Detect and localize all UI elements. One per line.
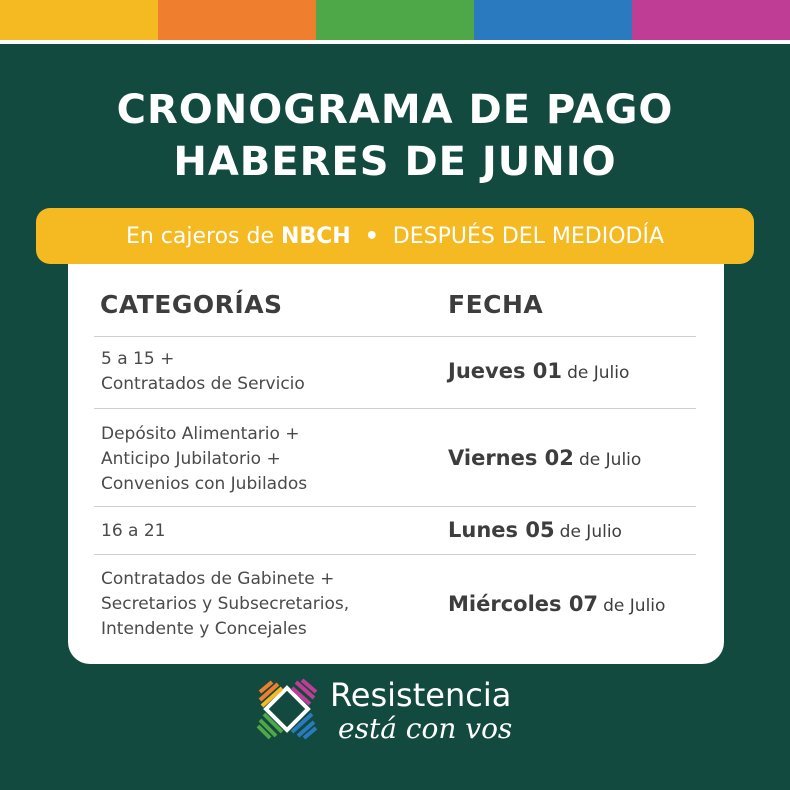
row-date (448, 446, 641, 470)
date-month: de Julio (603, 596, 666, 616)
date-day: Lunes 05 (448, 518, 555, 542)
row-category (101, 519, 166, 544)
table-row (94, 506, 696, 555)
category-line: Convenios con Jubilados (101, 474, 308, 494)
date-month: de Julio (559, 522, 622, 542)
brand-tagline: está con vos (338, 712, 513, 745)
row-category (101, 422, 307, 497)
color-stripes (0, 0, 790, 40)
date-month: de Julio (579, 450, 642, 470)
category-line: Secretarios y Subsecretarios, (101, 594, 350, 614)
banner-prefix: En cajeros de (125, 223, 281, 249)
row-category (101, 567, 349, 642)
category-line: Contratados de Servicio (101, 374, 305, 394)
category-line: Intendente y Concejales (101, 619, 307, 639)
diamond-stripes-logo-icon (256, 678, 318, 740)
category-line: Depósito Alimentario + (101, 424, 300, 444)
schedule-table (68, 240, 724, 664)
banner-timing: DESPUÉS DEL MEDIODÍA (392, 223, 665, 249)
resistencia-logo (256, 676, 546, 746)
row-date (448, 592, 665, 616)
header-categories: CATEGORÍAS (100, 290, 283, 319)
banner-bank: NBCH (280, 223, 351, 249)
stripe-yellow (0, 0, 158, 40)
stripe-green (316, 0, 474, 40)
date-month: de Julio (567, 363, 630, 383)
category-line: 16 a 21 (101, 521, 166, 541)
stripe-orange (158, 0, 316, 40)
date-day: Jueves 01 (448, 359, 562, 383)
stripe-magenta (632, 0, 790, 40)
title-line-1: CRONOGRAMA DE PAGO (116, 87, 674, 133)
page-title (0, 84, 790, 188)
category-line: Anticipo Jubilatorio + (101, 449, 281, 469)
date-day: Miércoles 07 (448, 592, 599, 616)
table-row (94, 554, 696, 655)
header-date: FECHA (448, 290, 544, 319)
row-date (448, 518, 622, 542)
banner-separator: • (364, 223, 379, 249)
brand-name: Resistencia (330, 676, 512, 714)
table-row (94, 408, 696, 507)
category-line: Contratados de Gabinete + (101, 569, 335, 589)
table-row (94, 336, 696, 409)
row-date (448, 359, 629, 383)
stripe-blue (474, 0, 632, 40)
title-line-2: HABERES DE JUNIO (173, 139, 617, 185)
row-category (101, 347, 305, 397)
divider-line (0, 40, 790, 44)
payment-info-banner (36, 208, 754, 264)
date-day: Viernes 02 (448, 446, 574, 470)
category-line: 5 a 15 + (101, 349, 175, 369)
